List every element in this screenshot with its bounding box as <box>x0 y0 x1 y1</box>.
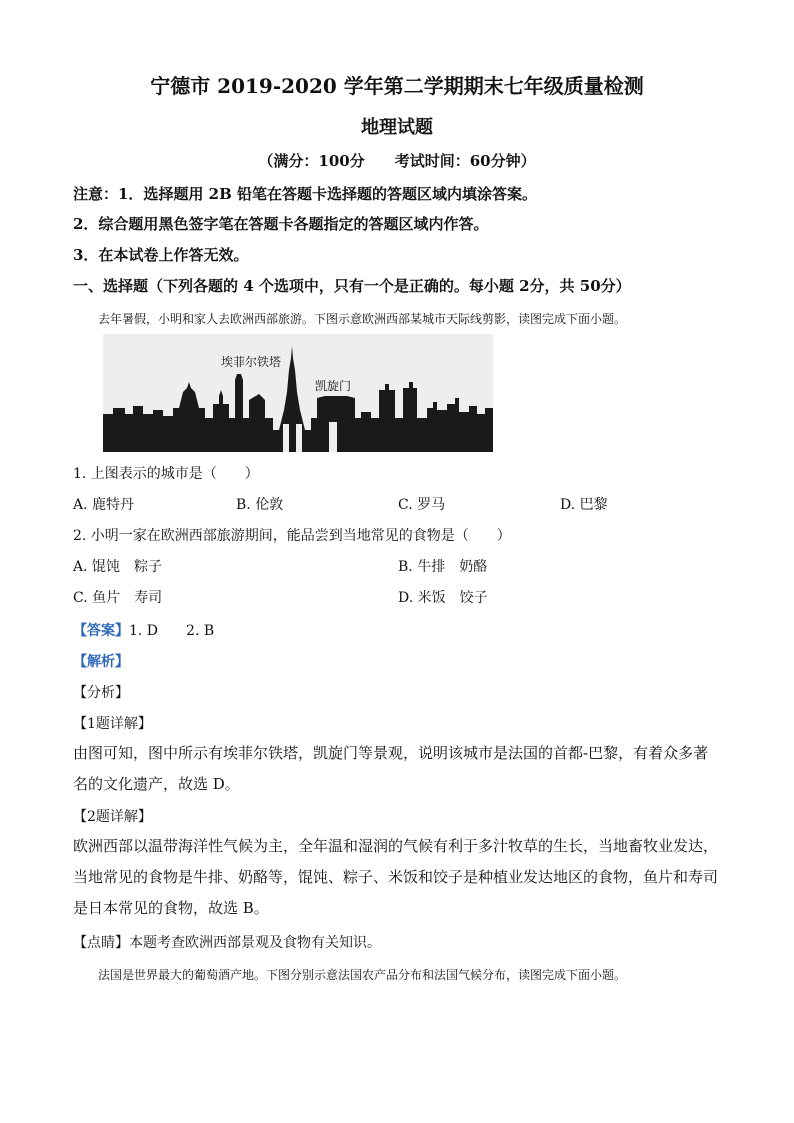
question-1-stem: 1. 上图表示的城市是（ ） <box>73 466 259 482</box>
answer-tag: 【答案】 <box>73 623 129 639</box>
comment-tag: 【点睛】 <box>73 935 129 951</box>
analysis-tag: 【解析】 <box>73 654 129 670</box>
exam-meta: （满分：100分 考试时间：60分钟） <box>258 152 536 170</box>
note-2: 2．综合题用黑色签字笔在答题卡各题指定的答题区域内作答。 <box>73 215 489 233</box>
q1-option-d: D. 巴黎 <box>560 497 608 513</box>
intro-paragraph-2: 法国是世界最大的葡萄酒产地。下图分别示意法国农产品分布和法国气候分布，读图完成下面小题。 <box>98 968 627 982</box>
question-2-stem: 2. 小明一家在欧洲西部旅游期间，能品尝到当地常见的食物是（ ） <box>73 528 511 544</box>
answer-text: 1. D 2. B <box>129 623 215 639</box>
q1-option-b: B. 伦敦 <box>236 497 284 513</box>
label-eiffel-tower: 埃菲尔铁塔 <box>221 355 282 369</box>
q2-option-a: A. 馄饨 粽子 <box>73 559 163 575</box>
q2-option-b: B. 牛排 奶酪 <box>398 559 488 575</box>
comment-text: 本题考查欧洲西部景观及食物有关知识。 <box>129 935 381 951</box>
section-title: 一、选择题（下列各题的 4 个选项中，只有一个是正确的。每小题 2分，共 50分） <box>73 277 631 295</box>
detail-2-tag: 【2题详解】 <box>73 809 152 825</box>
intro-paragraph-1: 去年暑假，小明和家人去欧洲西部旅游。下图示意欧洲西部某城市天际线剪影，读图完成下面小题。 <box>98 312 627 326</box>
answer-line <box>73 620 214 640</box>
detail-1-tag: 【1题详解】 <box>73 716 152 732</box>
q1-option-c: C. 罗马 <box>398 497 446 513</box>
label-arc-de-triomphe: 凯旋门 <box>315 379 352 393</box>
q2-option-d: D. 米饭 饺子 <box>398 590 488 606</box>
note-1: 注意：1．选择题用 2B 铅笔在答题卡选择题的答题区域内填涂答案。 <box>73 185 537 203</box>
detail-2-text: 欧洲西部以温带海洋性气候为主，全年温和湿润的气候有利于多汁牧草的生长，当地畜牧业发达，当地常见的食物是牛排、奶酪等，馄饨、粽子、米饭和饺子是种植业发达地区的食物，鱼片和寿司是日本常见的食物，故选 B。 <box>73 837 719 917</box>
analysis-heading: 【分析】 <box>73 685 129 701</box>
comment-line <box>73 932 381 952</box>
detail-1-text: 由图可知，图中所示有埃菲尔铁塔，凯旋门等景观，说明该城市是法国的首都-巴黎，有着众多著名的文化遗产，故选 D。 <box>73 744 709 793</box>
paris-skyline-figure <box>103 334 493 452</box>
exam-title: 宁德市 2019-2020 学年第二学期期末七年级质量检测 <box>150 74 644 98</box>
exam-subject: 地理试题 <box>361 117 433 138</box>
q2-option-c: C. 鱼片 寿司 <box>73 590 163 606</box>
q1-option-a: A. 鹿特丹 <box>73 497 135 513</box>
note-3: 3．在本试卷上作答无效。 <box>73 246 249 264</box>
